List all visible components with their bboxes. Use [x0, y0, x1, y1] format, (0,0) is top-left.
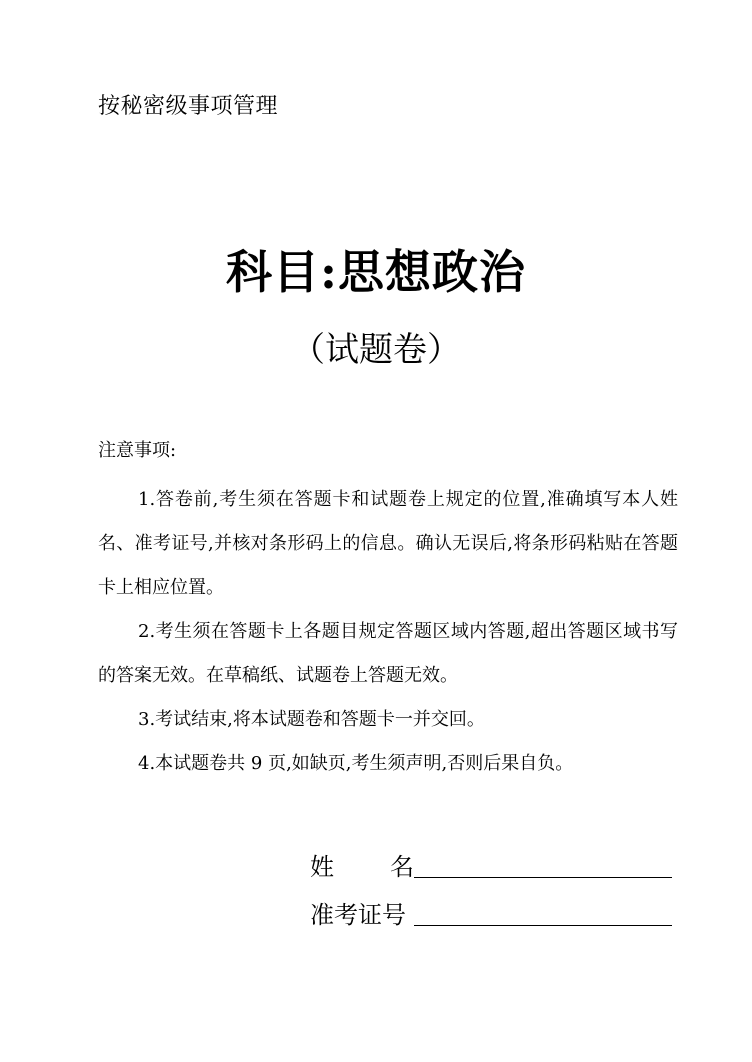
notice-list — [98, 478, 678, 786]
classification-notice: 按秘密级事项管理 — [98, 94, 279, 119]
notice-item: 4.本试题卷共 9 页,如缺页,考生须声明,否则后果自负。 — [138, 753, 574, 774]
name-field-line[interactable] — [414, 845, 672, 878]
name-field-row — [310, 838, 672, 882]
paper-type: （试题卷） — [291, 330, 461, 370]
name-label-char: 名 — [390, 853, 414, 881]
notice-title: 注意事项: — [98, 440, 177, 461]
exam-id-field-label: 准考证号 — [310, 901, 406, 929]
exam-id-field-row — [310, 886, 672, 930]
exam-id-field-line[interactable] — [414, 893, 672, 926]
candidate-fields — [310, 838, 672, 934]
notice-item: 1.答卷前,考生须在答题卡和试题卷上规定的位置,准确填写本人姓名、准考证号,并核对条形码上的信息。确认无误后,将条形码粘贴在答题卡上相应位置。 — [98, 489, 678, 598]
name-label-char: 姓 — [310, 853, 334, 881]
subject-title: 科目:思想政治 — [226, 245, 526, 299]
name-field-label — [310, 847, 414, 882]
notice-item: 3.考试结束,将本试题卷和答题卡一并交回。 — [138, 709, 485, 730]
notice-item: 2.考生须在答题卡上各题目规定答题区域内答题,超出答题区域书写的答案无效。在草稿纸、试题卷上答题无效。 — [98, 621, 678, 686]
